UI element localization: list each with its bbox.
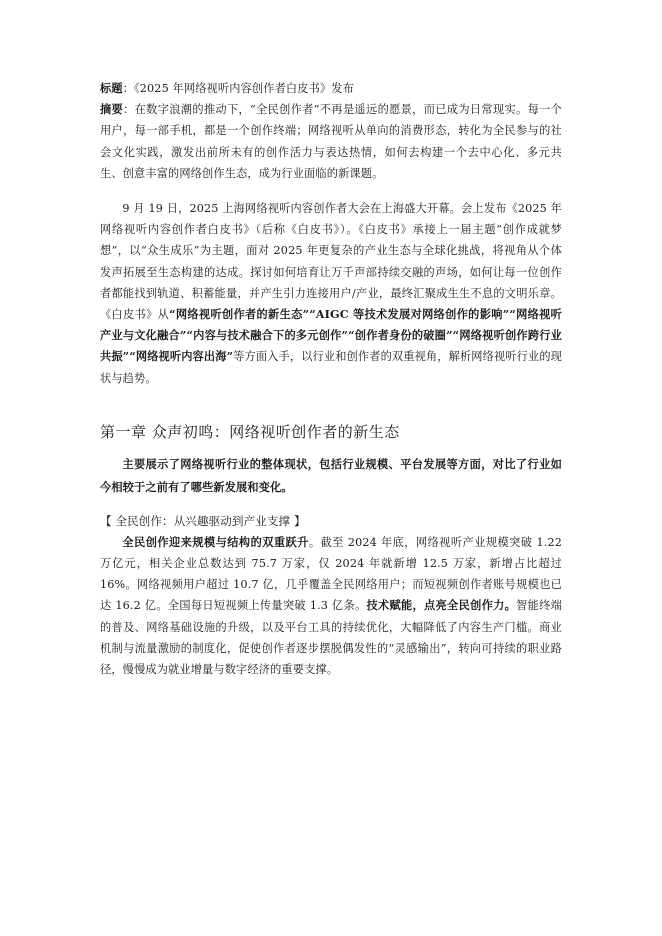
abstract-text: ：在数字浪潮的推动下，“全民创作者”不再是遥远的愿景，而已成为日常现实。每一个用户，每一部手机，都是一个创作终端；网络视听从单向的消费形态，转化为全民参与的社会文化实践，激发出前所未有的创作活力与表达热情，如何去构建一个去中心化、多元共生、创意丰富的网络创作生态，成为行业面临的新课题。 bbox=[100, 103, 562, 180]
intro-paragraph bbox=[100, 198, 562, 389]
chapter-heading: 第一章 众声初鸣：网络视听创作者的新生态 bbox=[100, 422, 400, 441]
section-bold-2: 技术赋能，点亮全民创作力。 bbox=[366, 598, 517, 613]
section-lead-bold: 全民创作迎来规模与结构的双重跃升 bbox=[122, 534, 309, 549]
title-text: ：《2025 年网络视听内容创作者白皮书》发布 bbox=[122, 82, 354, 95]
title-label: 标题 bbox=[100, 81, 123, 95]
section-title: 【 全民创作：从兴趣驱动到产业支撑 】 bbox=[100, 513, 306, 528]
section-body-paragraph bbox=[100, 532, 562, 680]
abstract-paragraph bbox=[100, 99, 562, 184]
chapter-summary: 主要展示了网络视听行业的整体现状，包括行业规模、平台发展等方面，对比了行业如今相较于之前有了哪些新发展和变化。 bbox=[100, 456, 562, 494]
intro-tail: 等方面入手，以行业和创作者的双重视角，解析网络视听行业的现状与趋势。 bbox=[100, 350, 562, 385]
title-line bbox=[100, 78, 562, 99]
intro-lead: 9 月 19 日，2025 上海网络视听内容创作者大会在上海盛大开幕。会上发布《2025 年网络视听内容创作者白皮书》（后称《白皮书》）。《白皮书》承接上一届主题“创作成就梦想”，以“众生成乐”为主题，面对 2025 年更复杂的产业生态与全球化挑战，将视角从个体发声拓展至生态构建的达成。探讨如何培育让万千声部持续交融的声场，如何让每一位创作者都能找到轨道、积蓄能量，并产生引力连接用户/产业，最终汇聚成生生不息的文明乐章。《白皮书》从 bbox=[100, 202, 562, 322]
intro-topics: “网络视听创作者的新生态”“AIGC 等技术发展对网络创作的影响”“网络视听产业与文化融合”“内容与技术融合下的多元创作”“创作者身份的破圈”“网络视听创作跨行业共振”“网络视听内容出海” bbox=[100, 307, 562, 364]
document-page bbox=[100, 78, 562, 680]
abstract-label: 摘要 bbox=[100, 102, 124, 117]
section-text-1: 。截至 2024 年底，网络视听产业规模突破 1.22 万亿元，相关企业总数达到 75.7 万家，仅 2024 年就新增 12.5 万家，新增占比超过 16%。网络视频用户超过 10.7 亿，几乎覆盖全民网络用户；而短视频创作者账号规模也已达 16.2 亿。全国每日短视频上传量突破 1.3 亿条。 bbox=[100, 535, 562, 613]
section-text-2: 智能终端的普及、网络基础设施的升级，以及平台工具的持续优化，大幅降低了内容生产门槛。商业机制与流量激励的制度化，促使创作者逐步摆脱偶发性的“灵感输出”，转向可持续的职业路径，慢慢成为就业增量与数字经济的重要支撑。 bbox=[100, 599, 563, 677]
